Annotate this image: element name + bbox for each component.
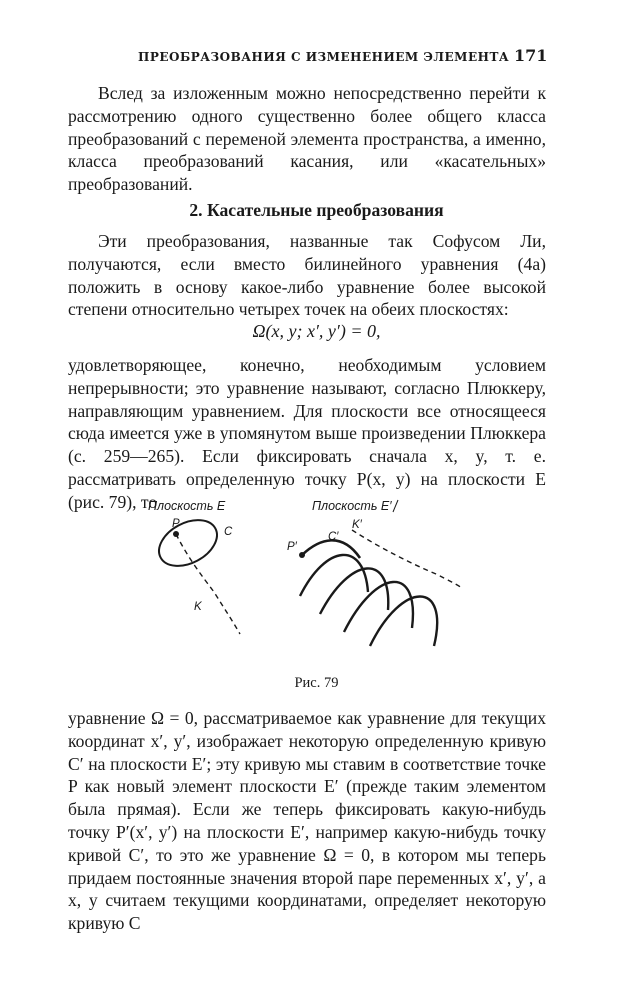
figure-79-drawing — [130, 496, 490, 671]
curve-c-ellipse — [151, 511, 225, 575]
page-number: 171 — [514, 46, 548, 65]
curve-c-label: C — [224, 526, 233, 538]
point-p-label: P — [172, 518, 180, 530]
dashed-envelope-k-prime — [352, 530, 462, 588]
plane-e-label: Плоскость E — [148, 499, 226, 513]
curve-family-3 — [344, 582, 413, 632]
curve-family-2 — [320, 568, 388, 614]
section-title: 2. Касательные преобразования — [189, 200, 444, 220]
point-k-prime-label: K′ — [352, 519, 362, 531]
stray-mark — [393, 500, 398, 512]
figure-79 — [130, 496, 490, 671]
directing-equation: Ω(x, y; x′, y′) = 0, — [252, 321, 381, 341]
curve-c-prime-label: C′ — [328, 531, 339, 543]
dashed-curve-k — [176, 534, 240, 634]
intro-paragraph: Вслед за изложенным можно непосредственно перейти к рассмотрению одного существенно более общего класса преобразований с переменой элемента пространства, а именно, класса преобразований касания, или «касательных» преобразований. — [68, 83, 546, 195]
paragraph-definition: Эти преобразования, названные так Софусом Ли, получаются, если вместо билинейного уравнения (4а) положить в основу какое-либо уравнение более высокой степени относительно четырех точек на обеих плоскостях: — [68, 231, 546, 320]
point-k-label: K — [194, 601, 202, 613]
figure-caption: Рис. 79 — [294, 675, 339, 691]
paragraph-pluecker: удовлетворяющее, конечно, необходимым условием непрерывности; это уравнение называют, согласно Плюккеру, направляющим уравнением. Для плоскости все относящееся сюда имеется уже в упомянутом выше произведении Плюккера (с. 259—265). Если фиксировать сначала x, y, т. е. рассматривать определенную точку P(x, y) на плоскости E (рис. 79), то — [68, 355, 546, 512]
curve-family-4 — [370, 597, 437, 647]
running-head: ПРЕОБРАЗОВАНИЯ С ИЗМЕНЕНИЕМ ЭЛЕМЕНТА — [138, 50, 510, 64]
page-header — [0, 44, 633, 68]
point-p-prime-label: P′ — [287, 541, 297, 553]
plane-e-prime-label: Плоскость E′ — [312, 499, 392, 513]
paragraph-continuation: уравнение Ω = 0, рассматриваемое как уравнение для текущих координат x′, y′, изображает некоторую определенную кривую C′ на плоскости E′; эту кривую мы ставим в соответствие точке P как новый элемент плоскости E′ (прежде таким элементом была прямая). Если же теперь фиксировать какую-нибудь точку P′(x′, y′) на плоскости E′, например какую-нибудь точку кривой C′, то это же уравнение Ω = 0, в котором мы теперь придаем постоянные значения второй паре переменных x′, y′, а x, y считаем текущими координатами, определяет некоторую кривую C — [68, 708, 546, 934]
